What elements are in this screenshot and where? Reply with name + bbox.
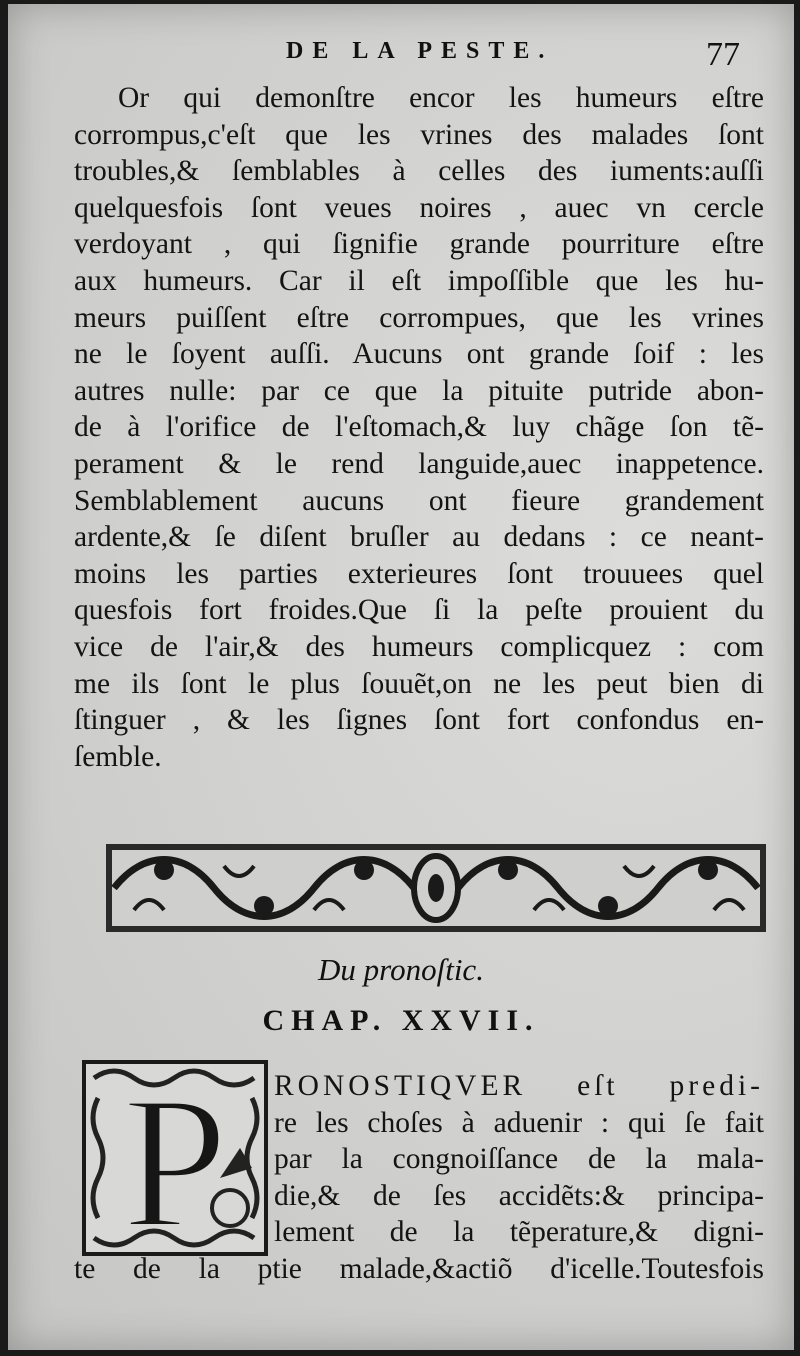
- text-line: me ils ſont le plus ſouuẽt,on ne les peut bien di: [74, 667, 764, 700]
- text-line: vice de l'air,& des humeurs complicquez : com: [74, 630, 764, 663]
- text-line: corrompus,c'eſt que les vrines des malades ſont: [74, 118, 764, 151]
- chapter-heading: CHAP. XXVII.: [262, 1004, 540, 1037]
- text-line: quelquesfois ſont veues noires , auec vn cercle: [74, 191, 764, 224]
- text-line: verdoyant , qui ſignifie grande pourriture eſtre: [74, 228, 764, 261]
- text-line: die,& de ſes accidẽts:& principa-: [274, 1179, 764, 1212]
- text-line: ardente,& ſe diſent bruſler au dedans : ce neant-: [74, 521, 764, 554]
- text-line: de à l'orifice de l'eſtomach,& luy chãge ſon tẽ-: [74, 411, 764, 444]
- text-line: Or qui demonſtre encor les humeurs eſtre: [118, 82, 764, 114]
- text-line: troubles,& ſemblables à celles des iuments:auſſi: [74, 155, 764, 188]
- text-line: Semblablement aucuns ont fieure grandement: [74, 484, 764, 517]
- page-number: 77: [706, 36, 740, 73]
- text-line: par la congnoiſſance de la mala-: [274, 1143, 764, 1176]
- text-line: perament & le rend languide,auec inappetence.: [74, 447, 764, 480]
- running-head: [8, 38, 794, 78]
- paragraph-plague-humors: [74, 80, 764, 775]
- decorative-headband-ornament: [104, 840, 768, 936]
- text-line: aux humeurs. Car il eſt impoſſible que les hu-: [74, 264, 764, 297]
- book-page: [8, 4, 794, 1350]
- text-line: autres nulle: par ce que la pituite putride abon-: [74, 374, 764, 407]
- paragraph-prognostic: [74, 1068, 764, 1288]
- text-line: quesfois fort froides.Que ſi la peſte prouient du: [74, 594, 764, 627]
- text-line: moins les parties exterieures ſont trouuees quel: [74, 557, 764, 590]
- initial-letter-glyph: P: [122, 1058, 228, 1258]
- text-line: lement de la tẽperature,& digni-: [274, 1216, 764, 1249]
- text-line: RONOSTIQVER eſt predi-: [274, 1070, 764, 1102]
- text-line: ne le ſoyent auſſi. Aucuns ont grande ſoif : les: [74, 338, 764, 371]
- text-line: te de la ptie malade,&actiõ d'icelle.Toutesfois: [74, 1252, 764, 1285]
- section-subtitle: Du pronoſtic.: [318, 952, 484, 987]
- text-line: ſtinguer , & les ſignes ſont fort confondus en-: [74, 704, 764, 737]
- text-line: ſemble.: [74, 740, 162, 773]
- running-title: DE LA PESTE.: [286, 38, 554, 64]
- text-line: meurs puiſſent eſtre corrompues, que les vrines: [74, 301, 764, 334]
- text-line: re les choſes à aduenir : qui ſe fait: [274, 1106, 764, 1139]
